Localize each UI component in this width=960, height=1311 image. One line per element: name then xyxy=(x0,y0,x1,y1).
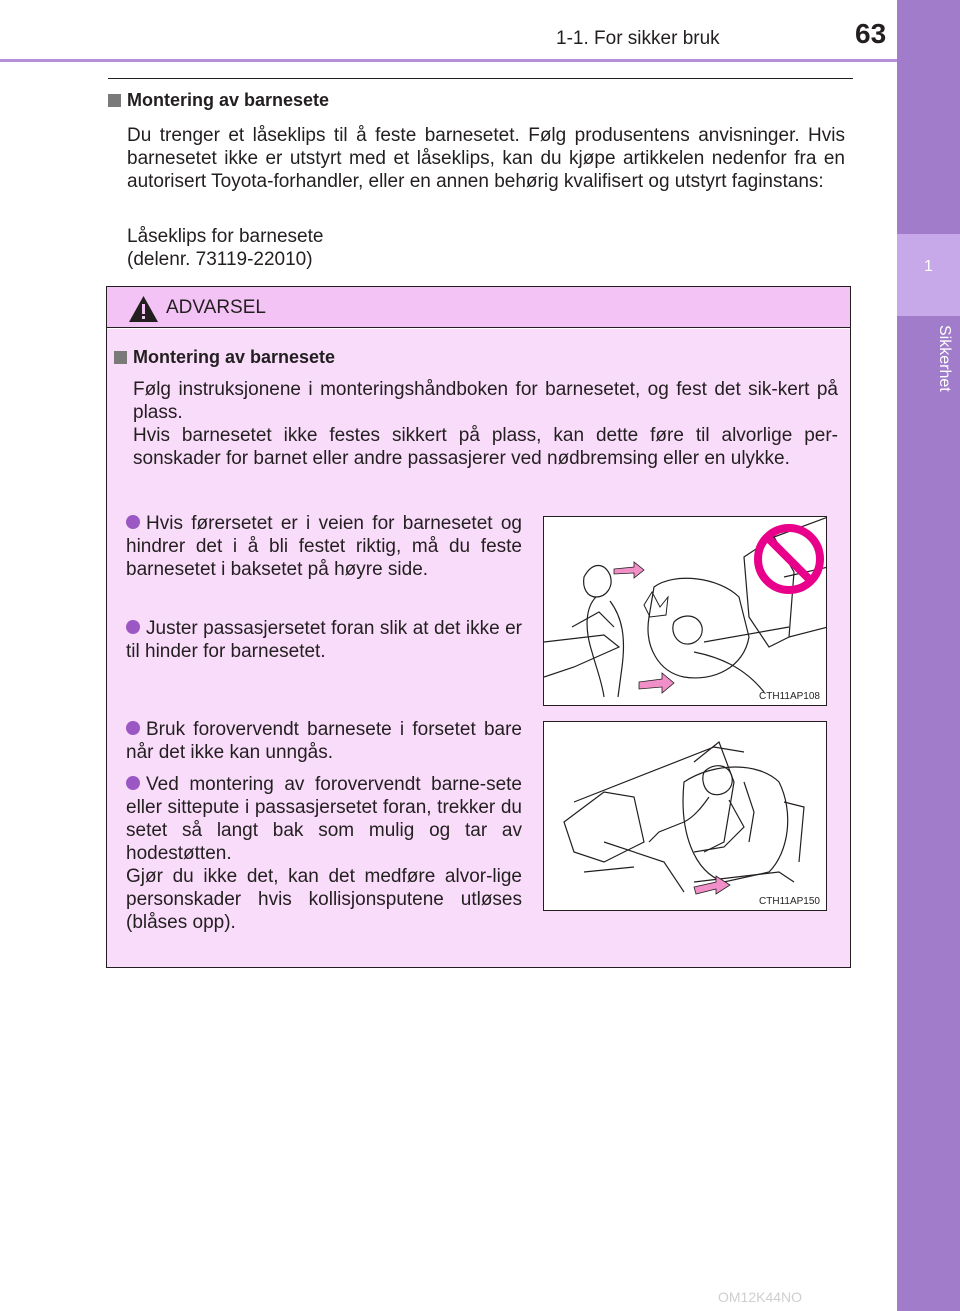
illustration-driver-seat-blocking xyxy=(543,516,827,706)
warning-title: ADVARSEL xyxy=(166,297,266,318)
list-item: Ved montering av forovervendt barne-sete eller sittepute i passasjersetet foran, trekker du setet så langt bak som mulig og tar av hodestøtten. Gjør du ikke det, kan det medføre alvor-lige personskader hvis kollisjonsputene utløses (blåses opp). xyxy=(126,774,522,933)
footer-watermark: OM12K44NO xyxy=(718,1289,803,1305)
section-heading-text: Montering av barnesete xyxy=(127,90,330,110)
bullet-icon xyxy=(126,721,140,735)
warning-paragraph-line1: Følg instruksjonene i monteringshåndboken for barnesetet, og fest det sik-kert på plass. xyxy=(133,379,838,423)
bullet-icon xyxy=(126,620,140,634)
list-item: Bruk forovervendt barnesete i forsetet bare når det ikke kan unngås. xyxy=(126,719,522,763)
figure-code: CTH11AP150 xyxy=(759,896,820,907)
part-number-block xyxy=(127,225,845,271)
bullet-icon xyxy=(126,515,140,529)
list-item: Hvis førersetet er i veien for barnesetet og hindrer det i å bli festet riktig, må du feste barnesetet i baksetet på høyre side. xyxy=(126,513,522,580)
part-number: (delenr. 73119-22010) xyxy=(127,249,313,270)
part-name: Låseklips for barnesete xyxy=(127,226,324,247)
car-interior-illustration xyxy=(544,517,827,706)
section-title: 1-1. For sikker bruk xyxy=(556,28,720,49)
list-item-continuation: Gjør du ikke det, kan det medføre alvor-lige personskader hvis kollisjonsputene utløses (blåses opp). xyxy=(126,866,522,933)
intro-paragraph: Du trenger et låseklips til å feste barnesetet. Følg produsentens anvisninger. Hvis barnesetet ikke er utstyrt med et låseklips, kan du kjøpe artikkelen nedenfor fra en autorisert Toyota-forhandler, eller en annen behørig kvalifisert og utstyrt faginstans: xyxy=(127,125,845,192)
prohibition-icon xyxy=(758,528,820,590)
figure-code: CTH11AP108 xyxy=(759,691,820,702)
section-heading xyxy=(108,90,329,111)
page-number: 63 xyxy=(855,18,887,49)
list-item: Juster passasjersetet foran slik at det ikke er til hinder for barnesetet. xyxy=(126,618,522,662)
car-interior-illustration xyxy=(544,722,827,911)
warning-paragraph xyxy=(133,378,838,470)
warning-triangle-icon xyxy=(128,295,159,323)
content-divider xyxy=(108,78,853,79)
header-divider xyxy=(0,59,897,62)
side-tab-bar xyxy=(897,0,960,1311)
illustration-forward-facing-seat xyxy=(543,721,827,911)
chapter-label: Sikkerhet xyxy=(936,325,953,392)
square-bullet-icon xyxy=(114,351,127,364)
warning-heading-text: Montering av barnesete xyxy=(133,347,336,367)
chapter-number: 1 xyxy=(924,258,933,275)
square-bullet-icon xyxy=(108,94,121,107)
warning-heading xyxy=(114,347,335,368)
warning-paragraph-line2: Hvis barnesetet ikke festes sikkert på plass, kan dette føre til alvorlige per-sonskader for barnet eller andre passasjerer ved nødbremsing eller en ulykke. xyxy=(133,425,838,469)
bullet-icon xyxy=(126,776,140,790)
